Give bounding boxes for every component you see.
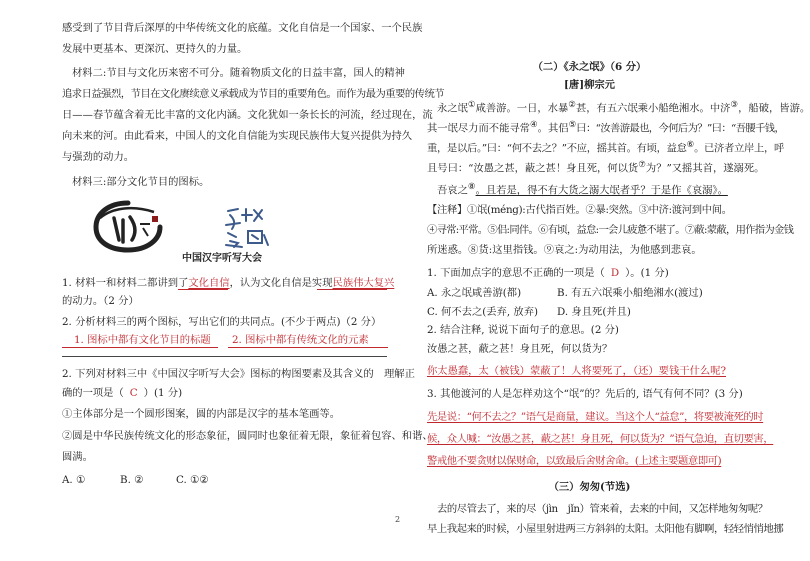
text-seg: 吾哀之 [437, 184, 468, 197]
q1-answer-2: 民族伟大复兴 [332, 277, 395, 289]
q1-blank-2 [317, 289, 387, 290]
notes-line-2: ④寻常:平常。⑤侣:同伴。⑥有顷，益怠:一会儿疲惫不堪了。⑦蔽:蒙蔽，用作指为金钱 [427, 224, 794, 236]
r-q1-option-c: C. 何不去之(丢弃, 放弃) [427, 306, 539, 318]
q3-question-line-2 [62, 386, 182, 400]
note-mark: ① [467, 100, 476, 110]
poem-line-3 [427, 138, 784, 155]
r-q1-prefix: 1. 下面加点字的意思不正确的一项是（ [427, 267, 605, 279]
q1-tail: 的动力。（2 分） [62, 295, 139, 307]
r-q3-answer-line-1: 先是说：“何不去之？”语气是商量，建议。当这个人“益怠”，将要被淹死的时 [427, 411, 764, 423]
text-seg: 重，是以后。”曰：“何不去之？”不应，摇其首。有顷，益怠 [427, 142, 687, 155]
note-mark: ② [568, 100, 576, 110]
ink-circle-logo-icon [92, 200, 164, 252]
text-seg: 其一氓尽力而不能寻常 [427, 122, 530, 135]
section-3-line-1: 去的尽管去了，来的尽（jìn jǐn）管来着，去来的中间，又怎样地匆匆呢？ [437, 503, 768, 515]
note-mark: ④ [529, 120, 538, 130]
text-seg: 。且若是，得不有大货之溺大氓者乎？于是作《哀溺》。 [475, 184, 728, 197]
text-seg: 曰：“汝善游最也，今何后为？”曰：“吾腰千钱， [576, 122, 785, 135]
r-q1-answer: D [610, 267, 620, 279]
r-q2-sentence: 汝愚之甚，蔽之甚！身且死，何以货为？ [427, 343, 613, 355]
festival-program-logo [92, 200, 164, 252]
q3-choice-a: A. ① [62, 474, 86, 486]
logo-caption: 中国汉字听写大会 [182, 253, 262, 264]
note-mark: ⑤ [568, 120, 577, 130]
q1-middle: ，认为文化自信是实现 [229, 277, 333, 289]
section-3-line-2: 早上我起来的时候，小屋里射进两三方斜斜的太阳。太阳他有脚啊，轻轻悄悄地挪 [427, 523, 784, 535]
r-q1-question [427, 266, 669, 280]
q2-answer-2-rule [228, 347, 388, 348]
q1-text [62, 276, 394, 290]
q3-question-line-1: 2. 下列对材料三中《中国汉字听写大会》图标的构图要素及其含义的 理解正 [62, 368, 415, 380]
poem-line-2 [427, 118, 784, 135]
note-mark: ⑦ [638, 160, 646, 170]
r-q3-answer-line-2: 候，众人喊：“汝愚之甚，蔽之甚！身且死，何以货为？”语气急迫，直切要害， [427, 433, 774, 445]
q2-answer-2: 2. 图标中都有传统文化的元素 [232, 334, 369, 346]
q3-answer: C [129, 387, 138, 399]
text-seg: 永之氓 [437, 102, 468, 115]
r-q1-option-b: B. 有五六氓乘小船绝湘水(渡过) [557, 287, 703, 299]
text-seg: 甚，有五六氓乘小船绝湘水。中济 [575, 102, 731, 115]
note-mark: ⑥ [686, 140, 695, 150]
q2-blank-rule [62, 356, 387, 357]
material-2-line-1: 材料二:节目与文化历来密不可分。随着物质文化的日益丰富，国人的精神 [72, 67, 405, 79]
page-number: 2 [395, 515, 401, 524]
q3-prefix: 确的一项是（ [62, 387, 124, 399]
material-2-line-4: 向未来的河。由此看来，中国人的文化自信能为实现民族伟大复兴提供为持久 [62, 130, 413, 142]
q3-option-2-line-1: ②圆是中华民族传统文化的形态象征，圆同时也象征着无限，象征着包容、和谐、 [62, 430, 433, 442]
q1-blank-1 [178, 289, 228, 290]
r-q3-answer-line-3: 警戒他不要贪财以保财命，以致最后舍财舍命。(上述主要题意即可) [427, 455, 722, 467]
poem-line-1 [437, 98, 810, 115]
q3-suffix: ）(1 分) [143, 387, 183, 399]
poem-line-5 [437, 180, 728, 197]
notes-line-1: 【注释】①氓(méng):古代指百姓。②暴:突然。③中济:渡河到中间。 [427, 204, 732, 216]
material-2-line-2: 追求日益强烈，节目在文化赓续意义承载成为节目的重要角色。而作为最为重要的传统节 [62, 88, 445, 100]
note-mark: ③ [730, 100, 739, 110]
text-seg: 。已济者立岸上，呼 [694, 142, 785, 155]
q2-question: 2. 分析材料三的两个图标，写出它们的共同点。(不少于两点)（2 分） [62, 316, 382, 328]
intro-line-2: 发展中更基本、更深沉、更持久的力量。 [62, 43, 248, 55]
r-q1-option-a: A. 永之氓咸善游(都) [427, 287, 522, 299]
poem-line-4 [427, 158, 764, 175]
q3-option-2-line-2: 圆满。 [62, 451, 93, 463]
q3-choice-c: C. ①② [176, 474, 209, 486]
q2-answer-1-rule [62, 347, 218, 348]
q1-answer-1: 文化自信 [188, 277, 230, 289]
text-seg: 为？”又摇其首，遂溺死。 [645, 162, 765, 175]
character-dictation-logo [222, 205, 270, 249]
r-q2-answer: 你太愚蠢，太（被钱）蒙蔽了！人将要死了，（还）要钱干什么呢? [427, 365, 726, 377]
q1-prefix: 1. 材料一和材料二都讲到了 [62, 277, 189, 289]
calligraphy-character-icon [222, 205, 270, 249]
section-3-title: （三）匆匆(节选) [548, 481, 631, 493]
r-q1-suffix: ）。(1 分) [625, 267, 669, 279]
text-seg: 且号曰：“汝愚之甚，蔽之甚！身且死，何以货 [427, 162, 639, 175]
material-2-line-3: 日——春节蕴含着无比丰富的文化内涵。文化犹如一条长长的河流，经过现在，流 [62, 109, 433, 121]
text-seg: ，船破，皆游。 [738, 102, 810, 115]
q3-choice-b: B. ② [120, 474, 144, 486]
material-2-line-5: 与强劲的动力。 [62, 151, 135, 163]
intro-line-1: 感受到了节目背后深厚的中华传统文化的底蕴。文化自信是一个国家、一个民族 [62, 22, 423, 34]
q3-option-1: ①主体部分是一个圆形图案，圆的内部是汉字的基本笔画等。 [62, 408, 341, 420]
text-seg: 。其侣 [537, 122, 569, 135]
notes-line-3: 所迷惑。⑧货:这里指钱。⑨哀之:为动用法，为他感到悲哀。 [427, 244, 702, 256]
r-q1-option-d: D. 身且死(并且) [557, 306, 631, 318]
r-q3-question: 3. 其他渡河的人是怎样劝这个“氓”的？先后的, 语气有何不同？(3 分) [427, 388, 743, 400]
note-mark: ⑧ [467, 182, 476, 192]
r-q2-question: 2. 结合注释, 说说下面句子的意思。(2 分) [427, 324, 619, 336]
section-2-author: [唐]柳宗元 [564, 79, 615, 91]
material-3-line: 材料三:部分文化节目的图标。 [72, 176, 210, 188]
q2-answer-1: 1. 图标中都有文化节目的标题 [74, 334, 211, 346]
text-seg: 咸善游。一日，水暴 [475, 102, 569, 115]
section-2-title: （二）《永之氓》（6 分） [532, 61, 647, 73]
